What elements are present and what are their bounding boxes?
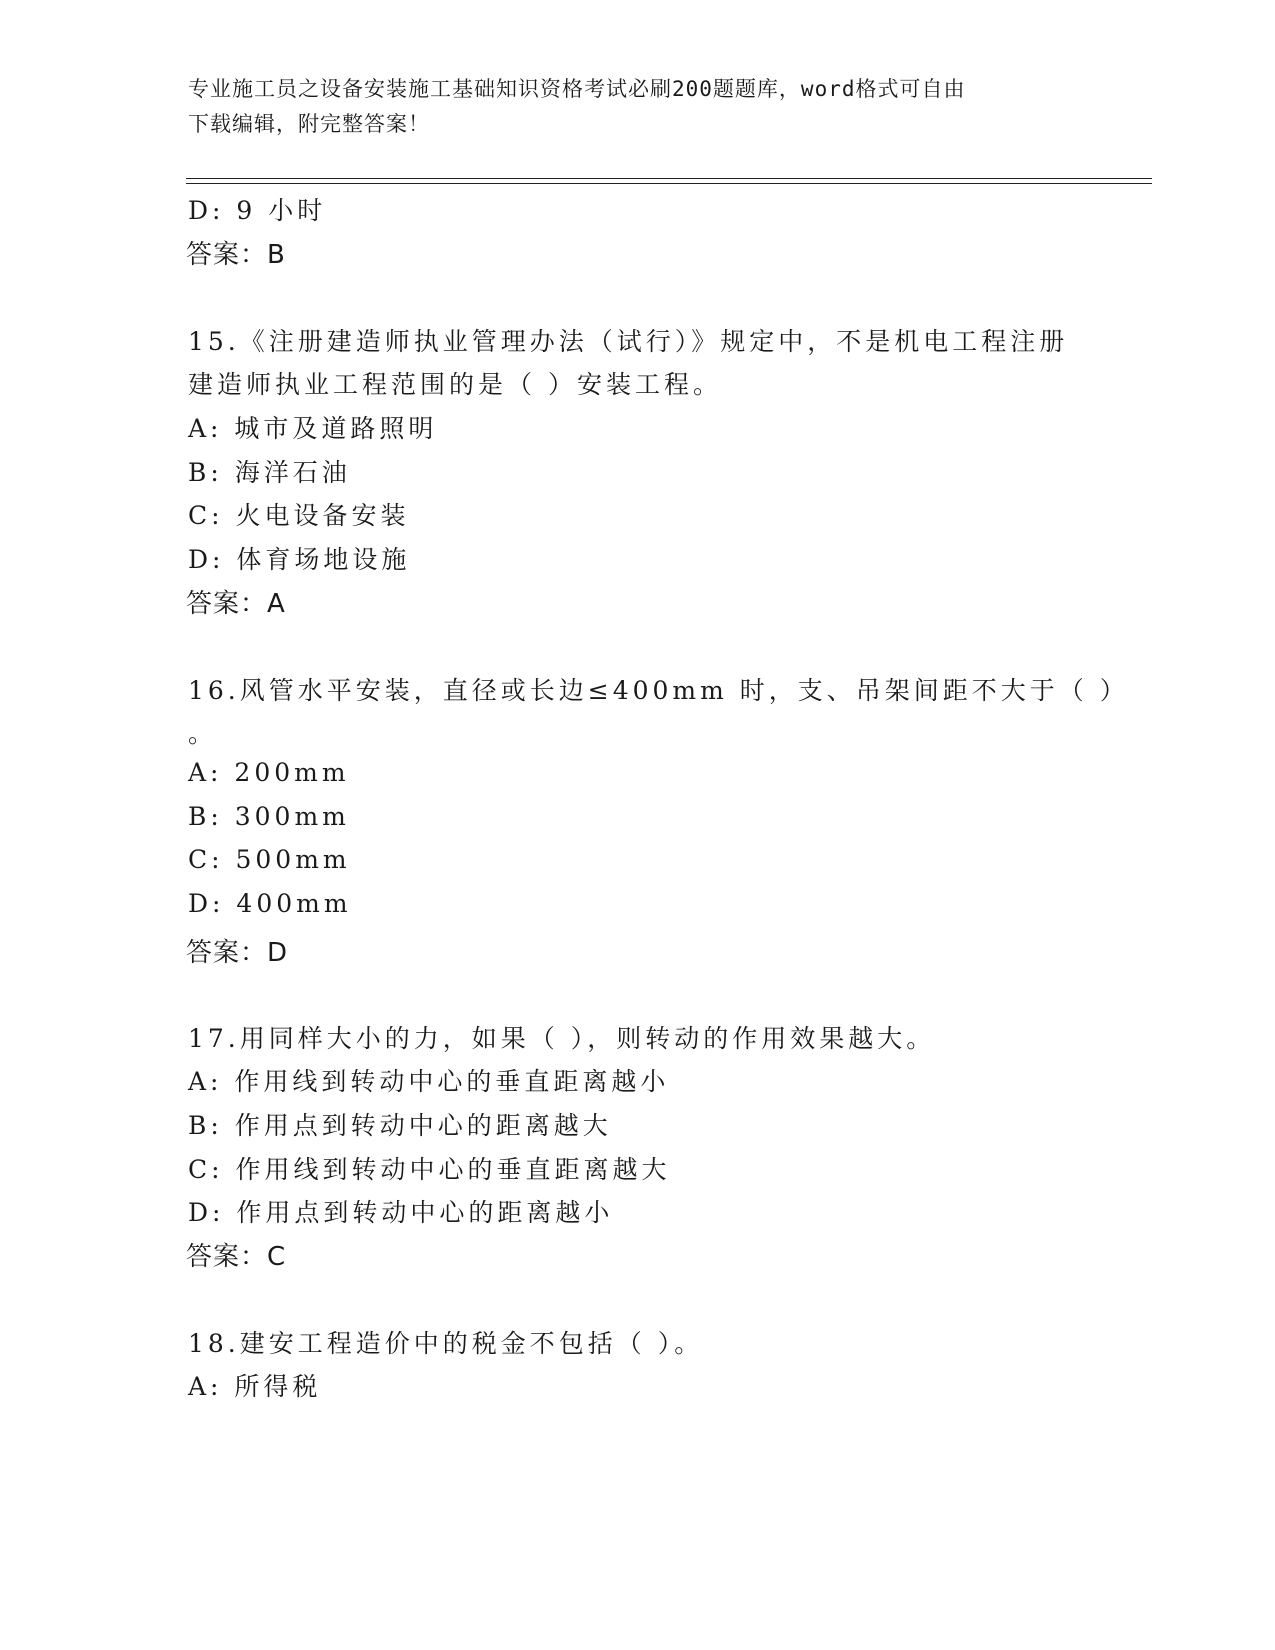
q17-option-a: A: 作用线到转动中心的垂直距离越小 <box>188 1067 670 1096</box>
q17-stem-line-1: 17.用同样大小的力，如果（ ），则转动的作用效果越大。 <box>188 1024 936 1053</box>
q16-option-a: A: 200mm <box>188 758 350 787</box>
prev-answer: 答案：B <box>186 240 286 270</box>
q15-option-d: D: 体育场地设施 <box>188 545 411 574</box>
q18-option-a: A: 所得税 <box>188 1372 322 1401</box>
q16-option-c: C: 500mm <box>188 845 351 874</box>
q17-option-d: D: 作用点到转动中心的距离越小 <box>188 1198 614 1227</box>
header-divider-bottom <box>186 183 1152 184</box>
q16-stem-line-2: 。 <box>188 719 218 748</box>
header-line-2: 下载编辑，附完整答案！ <box>188 112 430 136</box>
q15-answer: 答案：A <box>186 589 286 619</box>
q16-option-d: D: 400mm <box>188 889 352 918</box>
q16-stem-line-1: 16.风管水平安装，直径或长边≤400mm 时，支、吊架间距不大于（ ） <box>188 676 1129 705</box>
q17-answer: 答案：C <box>186 1242 287 1272</box>
q15-stem-line-2: 建造师执业工程范围的是（ ）安装工程。 <box>188 370 722 399</box>
header-divider-top <box>186 178 1152 179</box>
q15-option-a: A: 城市及道路照明 <box>188 414 438 443</box>
q16-answer: 答案：D <box>186 938 289 968</box>
q17-option-b: B: 作用点到转动中心的距离越大 <box>188 1111 612 1140</box>
q18-stem-line-1: 18.建安工程造价中的税金不包括（ ）。 <box>188 1329 704 1358</box>
header-line-1: 专业施工员之设备安装施工基础知识资格考试必刷200题题库，word格式可自由 <box>188 77 966 101</box>
q16-option-b: B: 300mm <box>188 802 350 831</box>
q15-stem-line-1: 15.《注册建造师执业管理办法（试行）》规定中，不是机电工程注册 <box>188 327 1069 356</box>
document-header <box>188 72 1088 142</box>
q15-option-b: B: 海洋石油 <box>188 458 351 487</box>
q15-option-c: C: 火电设备安装 <box>188 501 410 530</box>
prev-option-d: D: 9 小时 <box>188 196 327 225</box>
q17-option-c: C: 作用线到转动中心的垂直距离越大 <box>188 1155 671 1184</box>
